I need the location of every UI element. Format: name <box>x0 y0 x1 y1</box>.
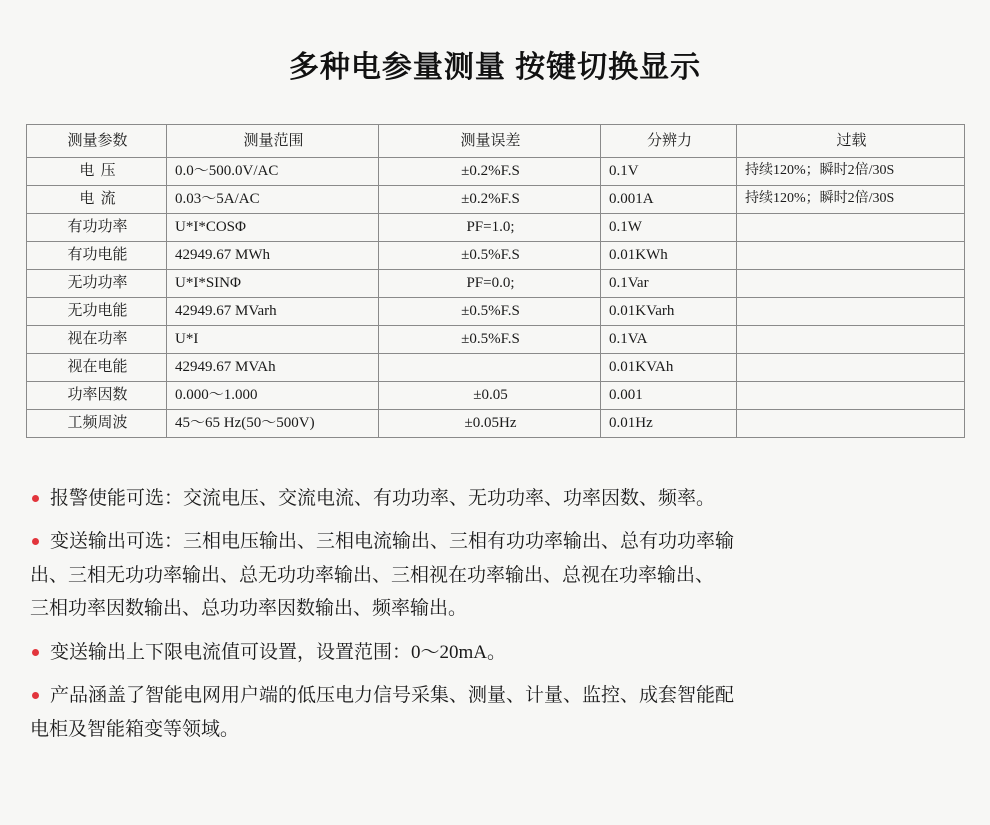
column-header-error: 测量误差 <box>379 125 601 158</box>
cell-overload <box>737 242 965 270</box>
table-body <box>27 158 965 438</box>
cell-error: PF=1.0; <box>379 214 601 242</box>
feature-list <box>30 484 960 744</box>
specification-table <box>26 124 965 438</box>
list-item-line: 出、三相无功功率输出、总无功功率输出、三相视在功率输出、总视在功率输出、 <box>30 564 715 586</box>
list-item <box>30 681 960 744</box>
cell-param: 电压 <box>27 158 167 186</box>
list-item-line: 三相功率因数输出、总功功率因数输出、频率输出。 <box>30 598 468 620</box>
table-header <box>27 125 965 158</box>
cell-error: ±0.05 <box>379 382 601 410</box>
list-item-line: 产品涵盖了智能电网用户端的低压电力信号采集、测量、计量、监控、成套智能配 <box>50 685 735 707</box>
table-row <box>27 354 965 382</box>
cell-error: PF=0.0; <box>379 270 601 298</box>
table-row <box>27 298 965 326</box>
table-row <box>27 410 965 438</box>
cell-param: 无功功率 <box>27 270 167 298</box>
cell-error: ±0.2%F.S <box>379 158 601 186</box>
cell-range: 42949.67 MVarh <box>167 298 379 326</box>
cell-param: 工频周波 <box>27 410 167 438</box>
column-header-param: 测量参数 <box>27 125 167 158</box>
cell-resolution: 0.01KVAh <box>601 354 737 382</box>
cell-range: 0.000～1.000 <box>167 382 379 410</box>
bullet-dot-icon <box>32 692 39 699</box>
cell-resolution: 0.001A <box>601 186 737 214</box>
cell-error: ±0.05Hz <box>379 410 601 438</box>
page-title: 多种电参量测量 按键切换显示 <box>288 51 702 84</box>
cell-error: ±0.5%F.S <box>379 326 601 354</box>
cell-range: 42949.67 MVAh <box>167 354 379 382</box>
cell-param: 功率因数 <box>27 382 167 410</box>
cell-param: 视在功率 <box>27 326 167 354</box>
cell-error: ±0.5%F.S <box>379 298 601 326</box>
cell-error: ±0.5%F.S <box>379 242 601 270</box>
cell-overload <box>737 382 965 410</box>
cell-range: 42949.67 MWh <box>167 242 379 270</box>
table-row <box>27 158 965 186</box>
list-item-line: 变送输出上下限电流值可设置，设置范围：0～20mA。 <box>50 641 507 663</box>
bullet-dot-icon <box>32 538 39 545</box>
column-header-range: 测量范围 <box>167 125 379 158</box>
cell-overload <box>737 270 965 298</box>
table-row <box>27 186 965 214</box>
cell-resolution: 0.01Hz <box>601 410 737 438</box>
table-row <box>27 214 965 242</box>
cell-error <box>379 354 601 382</box>
cell-error: ±0.2%F.S <box>379 186 601 214</box>
cell-overload <box>737 214 965 242</box>
cell-param: 有功功率 <box>27 214 167 242</box>
table-row <box>27 382 965 410</box>
cell-overload: 持续120%；瞬时2倍/30S <box>737 186 965 214</box>
cell-param: 电流 <box>27 186 167 214</box>
cell-overload <box>737 298 965 326</box>
cell-resolution: 0.01KWh <box>601 242 737 270</box>
table-header-row <box>27 125 965 158</box>
cell-overload <box>737 354 965 382</box>
cell-param: 有功电能 <box>27 242 167 270</box>
cell-range: U*I <box>167 326 379 354</box>
cell-range: 45～65 Hz(50～500V) <box>167 410 379 438</box>
table-row <box>27 242 965 270</box>
column-header-overload: 过载 <box>737 125 965 158</box>
list-item <box>30 638 960 667</box>
cell-range: U*I*SINΦ <box>167 270 379 298</box>
bullet-dot-icon <box>32 649 39 656</box>
list-item-line: 报警使能可选：交流电压、交流电流、有功功率、无功功率、功率因数、频率。 <box>50 488 716 509</box>
bullet-dot-icon <box>32 495 39 502</box>
cell-overload <box>737 410 965 438</box>
cell-resolution: 0.1VA <box>601 326 737 354</box>
cell-overload <box>737 326 965 354</box>
list-item-line: 变送输出可选：三相电压输出、三相电流输出、三相有功功率输出、总有功功率输 <box>50 531 735 553</box>
cell-resolution: 0.001 <box>601 382 737 410</box>
cell-resolution: 0.01KVarh <box>601 298 737 326</box>
list-item-line: 电柜及智能箱变等领域。 <box>30 718 240 740</box>
cell-param: 视在电能 <box>27 354 167 382</box>
spec-table-container <box>26 124 964 438</box>
list-item <box>30 484 960 513</box>
list-item <box>30 527 960 623</box>
cell-param: 无功电能 <box>27 298 167 326</box>
cell-range: 0.03～5A/AC <box>167 186 379 214</box>
cell-range: U*I*COSΦ <box>167 214 379 242</box>
table-row <box>27 326 965 354</box>
cell-resolution: 0.1V <box>601 158 737 186</box>
cell-resolution: 0.1W <box>601 214 737 242</box>
cell-resolution: 0.1Var <box>601 270 737 298</box>
table-row <box>27 270 965 298</box>
cell-overload: 持续120%；瞬时2倍/30S <box>737 158 965 186</box>
column-header-resolution: 分辨力 <box>601 125 737 158</box>
cell-range: 0.0～500.0V/AC <box>167 158 379 186</box>
